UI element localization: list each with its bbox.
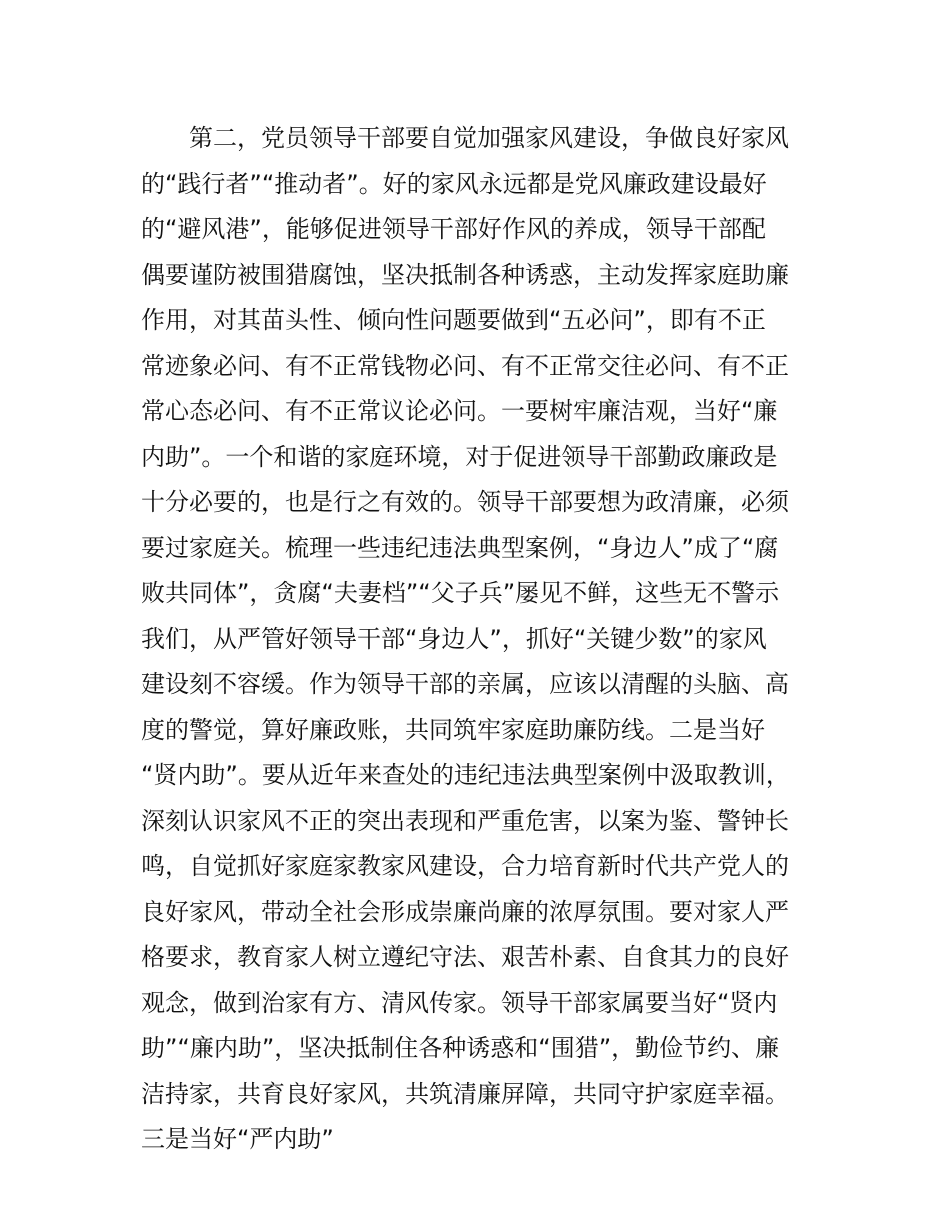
text-line: 鸣，自觉抓好家庭家教家风建设，合力培育新时代共产党人的: [141, 852, 789, 880]
text-line: 常心态必问、有不正常议论必问。一要树牢廉洁观，当好“廉: [141, 397, 778, 425]
body-paragraph: [141, 116, 841, 1163]
text-line: 要过家庭关。梳理一些违纪违法典型案例，“身边人”成了“腐: [141, 533, 779, 562]
text-line: 内助”。一个和谐的家庭环境，对于促进领导干部勤政廉政是: [141, 442, 778, 471]
text-line: 败共同体”，贪腐“夫妻档”“父子兵”屡见不鲜，这些无不警示: [141, 579, 780, 607]
text-line: 建设刻不容缓。作为领导干部的亲属，应该以清醒的头脑、高: [141, 670, 789, 698]
text-line: 观念，做到治家有方、清风传家。领导干部家属要当好“贤内: [141, 988, 778, 1017]
text-line: 深刻认识家风不正的突出表现和严重危害，以案为鉴、警钟长: [141, 806, 789, 835]
text-line: 三是当好“严内助”: [141, 1125, 334, 1153]
text-line: 的“避风港”，能够促进领导干部好作风的养成，领导干部配: [141, 215, 766, 243]
text-line: 常迹象必问、有不正常钱物必问、有不正常交往必问、有不正: [141, 351, 789, 380]
text-line: 作用，对其苗头性、倾向性问题要做到“五必问”，即有不正: [141, 306, 766, 334]
text-line: 助”“廉内助”，坚决抵制住各种诱惑和“围猎”，勤俭节约、廉: [141, 1034, 780, 1062]
text-line: 偶要谨防被围猎腐蚀，坚决抵制各种诱惑，主动发挥家庭助廉: [141, 260, 789, 289]
text-line: 良好家风，带动全社会形成崇廉尚廉的浓厚氛围。要对家人严: [141, 897, 789, 926]
text-line: 的“践行者”“推动者”。好的家风永远都是党风廉政建设最好: [141, 169, 767, 198]
text-line: “贤内助”。要从近年来查处的违纪违法典型案例中汲取教训，: [141, 761, 790, 789]
text-line: 第二，党员领导干部要自觉加强家风建设，争做良好家风: [189, 124, 789, 152]
text-line: 我们，从严管好领导干部“身边人”，抓好“关键少数”的家风: [141, 624, 767, 653]
text-line: 十分必要的，也是行之有效的。领导干部要想为政清廉，必须: [141, 488, 789, 516]
text-line: 度的警觉，算好廉政账，共同筑牢家庭助廉防线。二是当好: [141, 715, 765, 744]
text-line: 洁持家，共育良好家风，共筑清廉屏障，共同守护家庭幸福。: [141, 1079, 789, 1108]
text-line: 格要求，教育家人树立遵纪守法、艰苦朴素、自食其力的良好: [141, 943, 789, 971]
